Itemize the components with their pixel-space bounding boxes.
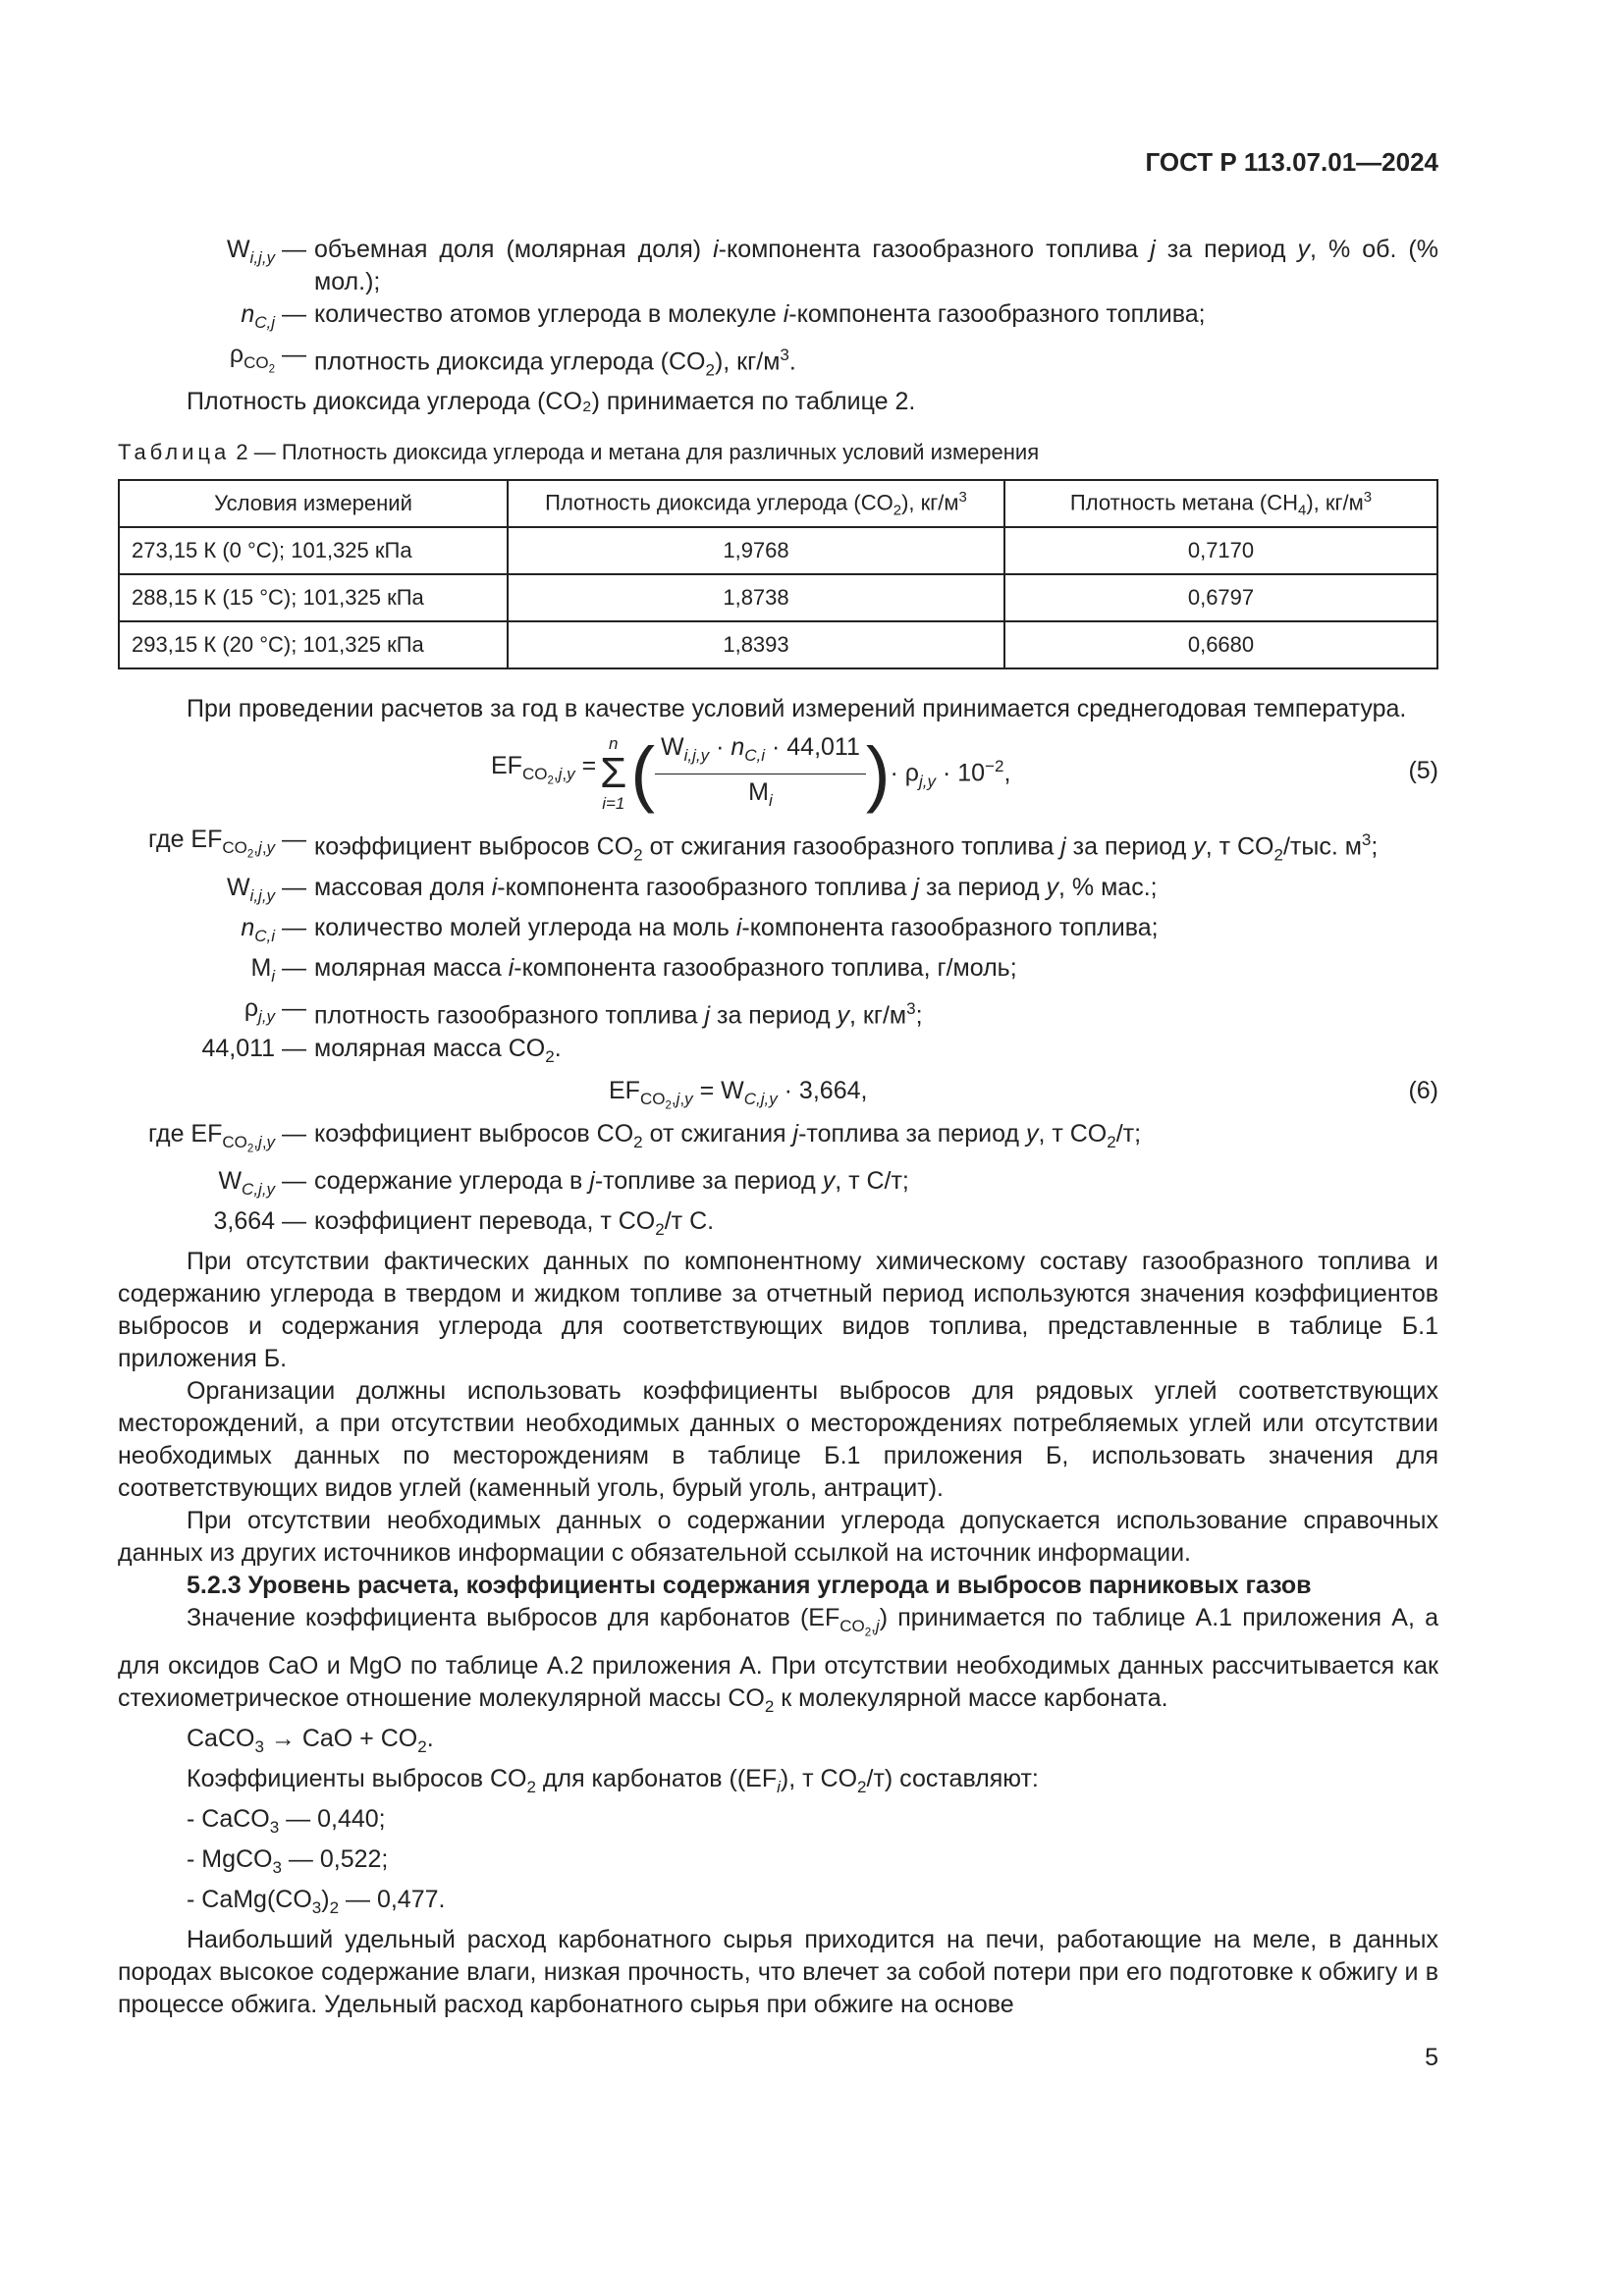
fraction-denominator: $M_i$ xyxy=(748,777,773,810)
carbonate-paragraph: Значение коэффициента выбросов для карбонатов $(EF_{CO_2,j})$ принимается по таблице А.1 приложения А, а для оксидов CaO и MgO по таблице А.2 приложения А. При отсутствии необходимых данных рассчитывается как стехиометрическое отношение молекулярной массы $CO_2$ к молекулярной массе карбоната. xyxy=(118,1604,1439,1716)
formula-6-definition-row xyxy=(118,1165,1438,1205)
definition-symbol: $W_{i,j,y}$ — xyxy=(226,236,306,267)
top-definition-row xyxy=(118,298,1438,339)
definitions-formula-6 xyxy=(118,1118,1438,1246)
table-header-cell: Условия измерений xyxy=(119,480,508,527)
top-definition-row xyxy=(118,339,1438,386)
definition-text: объемная доля (молярная доля) i-компонента газообразного топлива j за период y, % об. (% мол.); xyxy=(314,236,1438,295)
table-cell: 1,9768 xyxy=(508,527,1004,574)
definition-symbol: $n_{C,i}$ — xyxy=(241,913,306,945)
formula-6-definition-row xyxy=(118,1118,1438,1165)
definitions-formula-5 xyxy=(118,824,1438,1072)
final-paragraph: Наибольший удельный расход карбонатного сырья приходится на печи, работающие на меле, в данных породах высокое содержание влаги, низкая прочность, что влечет за собой потери при его подготовке к обжигу и в процессе обжига. Удельный расход карбонатного сырья при обжиге на основе xyxy=(118,1925,1438,2018)
definition-text: плотность диоксида углерода $(CO_2)$, $кг/м^3$. xyxy=(314,346,796,380)
paragraphs-middle xyxy=(118,1246,1438,1570)
formula-5-tail: · $\rho_{j,y} \cdot 10^{-2}$, xyxy=(890,757,1011,791)
definition-text: коэффициент перевода, т $CO_2/т$ С. xyxy=(314,1207,715,1240)
top-definition-row xyxy=(118,234,1438,298)
table-row xyxy=(119,574,1437,621)
document-page xyxy=(118,0,1438,2296)
formula-6-number: (6) xyxy=(1408,1076,1438,1104)
formula-5-definition-row xyxy=(118,1033,1438,1073)
right-paren: ) xyxy=(865,732,891,815)
definition-symbol: 3,664 — xyxy=(213,1207,306,1236)
coefficients-list xyxy=(118,1803,1438,1924)
coefficients-intro: Коэффициенты выбросов $CO_2$ для карбонатов ($(EF_i)$, т $CO_2/т$) составляют: xyxy=(187,1764,1039,1796)
definition-symbol: $M_i$ — xyxy=(250,953,306,986)
fraction-numerator: $W_{i,j,y} \cdot n_{C,i} \cdot 44,011$ xyxy=(655,731,866,774)
definition-symbol: $W_{i,j,y}$ — xyxy=(226,873,306,905)
definition-text: плотность газообразного топлива j за период y, $кг/м^3$; xyxy=(314,998,923,1030)
definition-text: количество атомов углерода в молекуле i-компонента газообразного топлива; xyxy=(314,300,1206,328)
formula-5-definition-row xyxy=(118,872,1438,912)
table-cell: 273,15 К (0 °С); 101,325 кПа xyxy=(119,527,508,574)
formula-6-definition-row xyxy=(118,1205,1438,1246)
table-caption-title: 2 — Плотность диоксида углерода и метана для различных условий измерения xyxy=(236,440,1040,465)
table-cell: 293,15 К (20 °С); 101,325 кПа xyxy=(119,621,508,668)
document-header: ГОСТ Р 113.07.01—2024 xyxy=(1145,147,1438,177)
table-body xyxy=(119,527,1437,668)
table-row xyxy=(119,527,1437,574)
definition-symbol: $W_{C,j,y}$ — xyxy=(218,1167,306,1200)
definition-symbol: 44,011 — xyxy=(201,1034,306,1062)
definitions-top xyxy=(118,234,1438,386)
formula-5-definition-row xyxy=(118,912,1438,952)
section-heading: 5.2.3 Уровень расчета, коэффициенты содержания углерода и выбросов парниковых газов xyxy=(187,1572,1312,1600)
table-caption-word: Таблица xyxy=(118,440,231,465)
definition-text: коэффициент выбросов $CO_2$ от сжигания газообразного топлива j за период y, т $CO_2$/тыс. $м^3$; xyxy=(314,830,1379,865)
sigma-icon: Σ xyxy=(600,749,627,798)
formula-5-definition-row xyxy=(118,992,1438,1033)
left-paren: ( xyxy=(630,732,656,815)
table-header-cell: Плотность метана $(CH_4)$, $кг/м^3$ xyxy=(1004,480,1437,527)
table-caption xyxy=(118,440,1438,465)
definition-symbol: $n_{C,j}$ — xyxy=(241,300,306,332)
fraction xyxy=(655,731,866,817)
page-number: 5 xyxy=(1425,2044,1438,2071)
definition-text: коэффициент выбросов $CO_2$ от сжигания j-топлива за период y, т $CO_2/т$; xyxy=(314,1119,1142,1151)
definition-text: молярная масса $CO_2$. xyxy=(314,1034,562,1066)
definition-symbol: где $EF_{CO_2,j,y}$ — xyxy=(147,826,306,861)
formula-5-number: (5) xyxy=(1408,757,1438,785)
table-cell: 1,8393 xyxy=(508,621,1004,668)
temperature-paragraph: При проведении расчетов за год в качестве условий измерений принимается среднегодовая температура. xyxy=(187,695,1407,723)
definition-symbol: где $EF_{CO_2,j,y}$ — xyxy=(147,1119,306,1155)
formula-6-body: $EF_{CO_2,j,y} = W_{C,j,y} \cdot 3,664$, xyxy=(609,1076,868,1112)
paragraph: При отсутствии фактических данных по компонентному химическому составу газообразного топлива и содержанию углерода в твердом и жидком топливе за отчетный период используются значения коэффициентов выбросов и содержания углерода для соответствующих видов топлива, представленные в таблице Б.1 приложения Б. xyxy=(118,1248,1438,1373)
body xyxy=(118,234,1438,2021)
coefficient-item: - $CaMg(CO_3)_2$ — 0,477. xyxy=(187,1885,446,1917)
table-cell: 0,6680 xyxy=(1004,621,1437,668)
coefficient-item: - MgCO$_3$ — 0,522; xyxy=(187,1844,389,1877)
density-note: Плотность диоксида углерода (CO₂) принимается по таблице 2. xyxy=(187,388,916,416)
paragraph: Организации должны использовать коэффициенты выбросов для рядовых углей соответствующих месторождений, а при отсутствии необходимых данных о месторождениях потребляемых углей или отсутствии необходимых данных по месторождениям в таблице Б.1 приложения Б, использовать значения для соответствующих видов углей (каменный уголь, бурый уголь, антрацит). xyxy=(118,1377,1438,1503)
definition-text: массовая доля i-компонента газообразного топлива j за период y, % мас.; xyxy=(314,873,1158,901)
table-cell: 1,8738 xyxy=(508,574,1004,621)
definition-symbol: $\rho_{j,y}$ — xyxy=(244,993,306,1026)
formula-6 xyxy=(118,1073,1438,1112)
definition-text: содержание углерода в j-топливе за период y, т С/т; xyxy=(314,1167,909,1196)
formula-5-definition-row xyxy=(118,824,1438,871)
paragraph: При отсутствии необходимых данных о содержании углерода допускается использование справочных данных из других источников информации с обязательной ссылкой на источник информации. xyxy=(118,1507,1438,1568)
definition-text: количество молей углерода на моль i-компонента газообразного топлива; xyxy=(314,913,1159,941)
sum-lower-limit: i=1 xyxy=(602,794,625,814)
density-table xyxy=(118,479,1438,669)
reaction-equation: CaCO$_3$ → CaO + $CO_2$. xyxy=(187,1724,434,1756)
formula-5-lhs: $EF_{CO_2,j,y}$ = xyxy=(491,752,597,787)
table-cell: 288,15 К (15 °С); 101,325 кПа xyxy=(119,574,508,621)
sum-symbol xyxy=(600,735,626,812)
definition-text: молярная масса i-компонента газообразного топлива, г/моль; xyxy=(314,953,1017,982)
formula-5-body xyxy=(491,731,1010,816)
sum-upper-limit: n xyxy=(609,734,619,754)
table-cell: 0,7170 xyxy=(1004,527,1437,574)
table-row xyxy=(119,621,1437,668)
table-cell: 0,6797 xyxy=(1004,574,1437,621)
coefficient-item: - CaCO$_3$ — 0,440; xyxy=(187,1804,386,1837)
table-header-cell: Плотность диоксида углерода $(CO_2)$, $кг/м^3$ xyxy=(508,480,1004,527)
definition-symbol: $\rho_{CO_2}$ — xyxy=(229,341,306,376)
formula-5 xyxy=(118,729,1438,818)
formula-5-definition-row xyxy=(118,952,1438,992)
table-header-row xyxy=(119,480,1437,527)
